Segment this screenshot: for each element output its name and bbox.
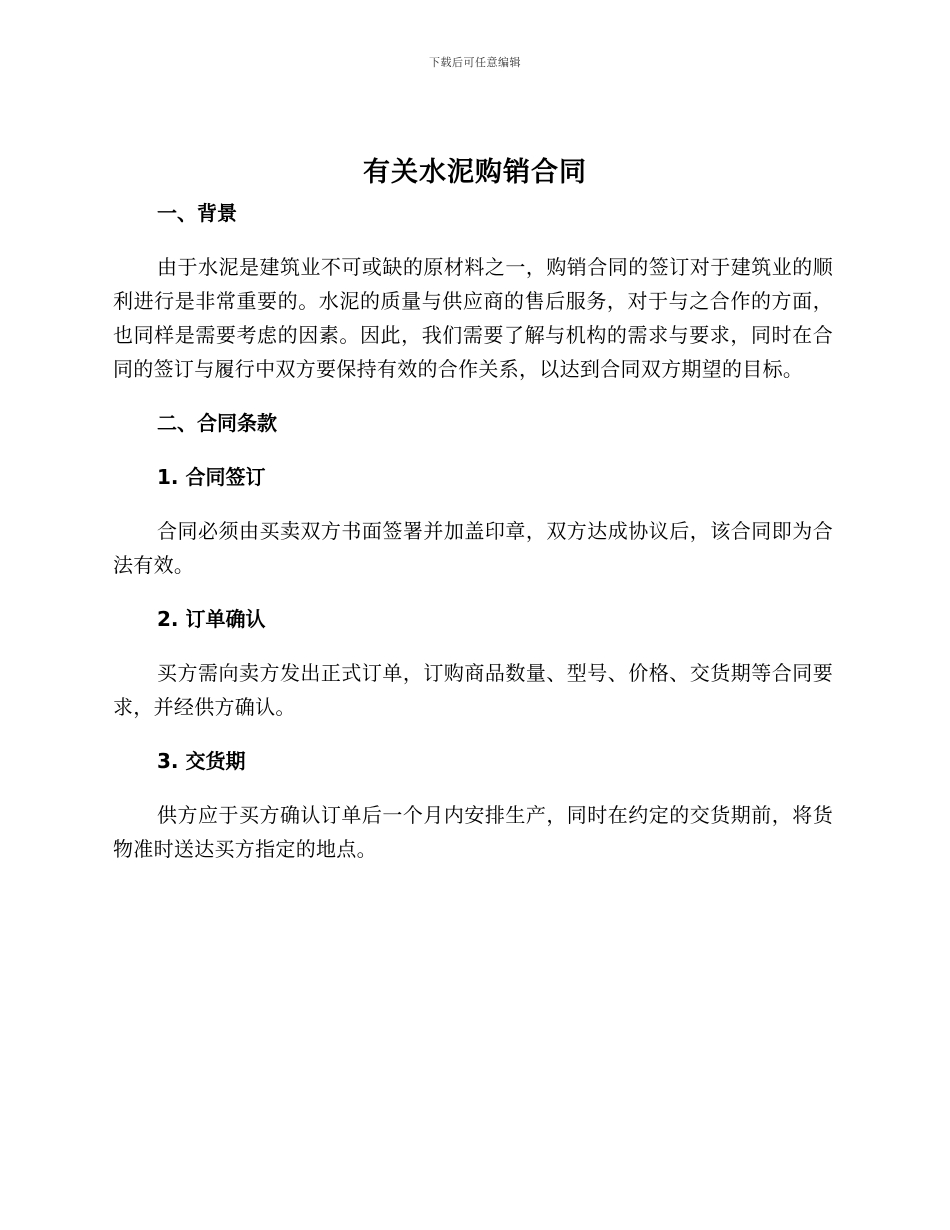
paragraph-background: 由于水泥是建筑业不可或缺的原材料之一，购销合同的签订对于建筑业的顺利进行是非常重要的。水泥的质量与供应商的售后服务，对于与之合作的方面，也同样是需要考虑的因素。因此，我们需要了解与机构的需求与要求，同时在合同的签订与履行中双方要保持有效的合作关系，以达到合同双方期望的目标。 bbox=[113, 255, 833, 381]
section-heading-terms: 二、合同条款 bbox=[157, 411, 277, 435]
paragraph-order-confirmation: 买方需向卖方发出正式订单，订购商品数量、型号、价格、交货期等合同要求，并经供方确认。 bbox=[113, 661, 833, 719]
clause-heading-delivery: 3. 交货期 bbox=[157, 749, 246, 773]
header-note: 下载后可任意编辑 bbox=[429, 56, 521, 69]
clause-heading-signing: 1. 合同签订 bbox=[157, 465, 266, 489]
paragraph-delivery: 供方应于买方确认订单后一个月内安排生产，同时在约定的交货期前，将货物准时送达买方指定的地点。 bbox=[113, 803, 833, 861]
section-heading-background: 一、背景 bbox=[157, 201, 237, 225]
document-body bbox=[113, 196, 833, 866]
clause-heading-order-confirmation: 2. 订单确认 bbox=[157, 607, 266, 631]
paragraph-signing: 合同必须由买卖双方书面签署并加盖印章，双方达成协议后，该合同即为合法有效。 bbox=[113, 519, 833, 577]
document-title: 有关水泥购销合同 bbox=[363, 157, 587, 188]
